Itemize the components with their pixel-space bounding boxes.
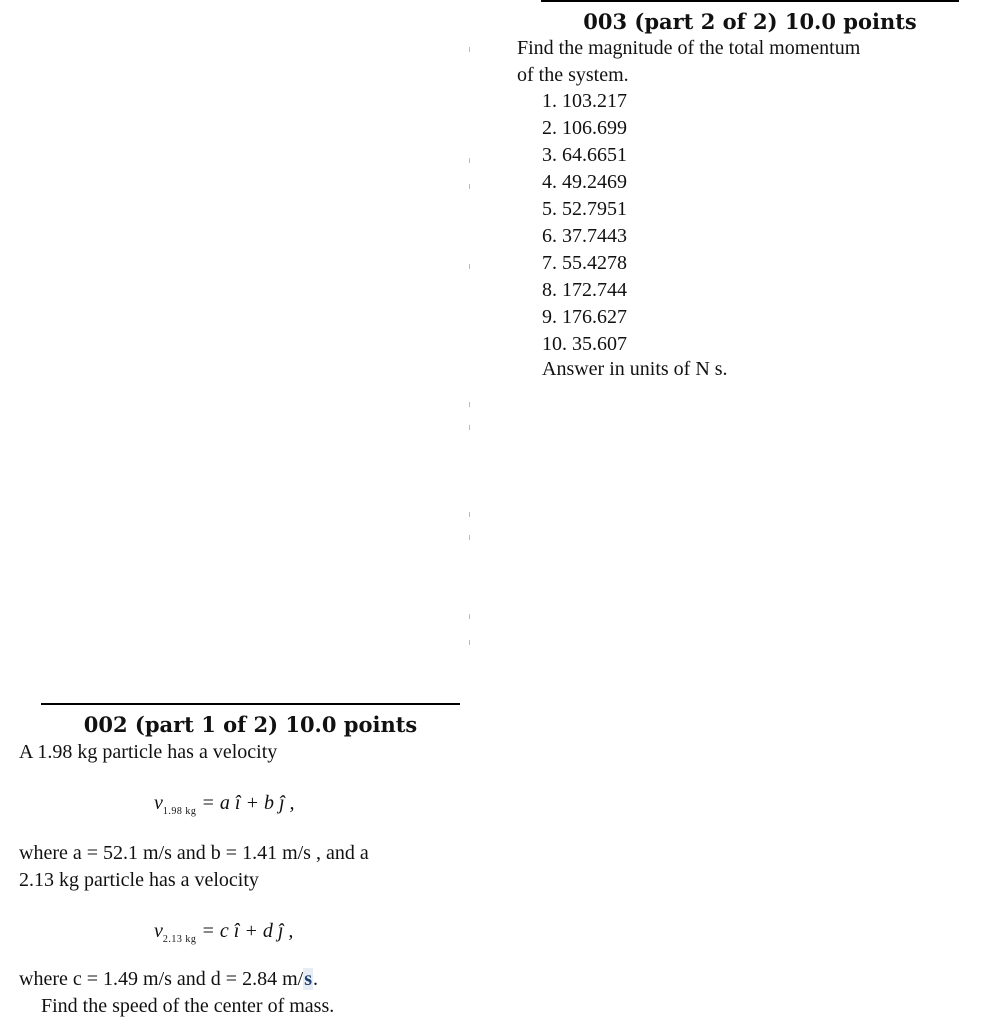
q002-equation-2 — [154, 920, 293, 945]
margin-mark — [469, 425, 470, 430]
answer-option-value: 49.2469 — [562, 171, 627, 193]
answer-option-number: 1. — [542, 90, 557, 112]
q003-answer-units: Answer in units of N s. — [542, 358, 728, 380]
margin-mark — [469, 184, 470, 189]
answer-option-value: 172.744 — [562, 279, 627, 301]
q002-where2-suffix: . — [312, 968, 318, 990]
answer-option — [542, 331, 627, 358]
answer-option-value: 64.6651 — [562, 144, 627, 166]
margin-mark — [469, 264, 470, 269]
answer-option — [542, 115, 627, 142]
answer-option — [542, 88, 627, 115]
q003-heading: 003 (part 2 of 2) 10.0 points — [583, 9, 917, 34]
answer-option — [542, 304, 627, 331]
answer-option — [542, 223, 627, 250]
answer-option — [542, 277, 627, 304]
q002-where1-line1: where a = 52.1 m/s and b = 1.41 m/s , and a — [19, 842, 369, 864]
margin-mark — [469, 535, 470, 540]
margin-mark — [469, 158, 470, 163]
answer-option-value: 106.699 — [562, 117, 627, 139]
answer-option-number: 6. — [542, 225, 557, 247]
answer-option-number: 4. — [542, 171, 557, 193]
q003-prompt-line1: Find the magnitude of the total momentum — [517, 37, 861, 59]
q002-line1: A 1.98 kg particle has a velocity — [19, 741, 278, 763]
q003-top-rule — [541, 0, 959, 2]
margin-mark — [469, 614, 470, 619]
answer-option — [542, 250, 627, 277]
answer-option-number: 2. — [542, 117, 557, 139]
eq1-subscript: 1.98 kg — [162, 806, 197, 817]
answer-option-value: 55.4278 — [562, 252, 627, 274]
answer-option-value: 103.217 — [562, 90, 627, 112]
q002-equation-1 — [154, 792, 295, 817]
q002-where2-text: where c = 1.49 m/s and d = 2.84 m/ — [19, 968, 304, 990]
answer-option-value: 35.607 — [572, 333, 627, 355]
eq2-var: v — [154, 920, 163, 942]
margin-mark — [469, 47, 470, 52]
answer-option-number: 8. — [542, 279, 557, 301]
q002-where2 — [19, 966, 318, 993]
answer-option-number: 5. — [542, 198, 557, 220]
eq2-subscript: 2.13 kg — [162, 934, 197, 945]
margin-mark — [469, 512, 470, 517]
q002-where2-highlight: s — [304, 968, 312, 990]
q002-top-rule — [41, 703, 460, 705]
answer-option-value: 52.7951 — [562, 198, 627, 220]
answer-option-number: 9. — [542, 306, 557, 328]
answer-option-number: 10. — [542, 333, 567, 355]
answer-option-number: 3. — [542, 144, 557, 166]
q003-answer-options — [542, 88, 627, 358]
answer-option — [542, 142, 627, 169]
eq2-rhs: = c î + d ĵ , — [201, 920, 294, 942]
answer-option — [542, 169, 627, 196]
answer-option-value: 37.7443 — [562, 225, 627, 247]
margin-mark — [469, 402, 470, 407]
q002-heading: 002 (part 1 of 2) 10.0 points — [83, 712, 418, 737]
eq1-rhs: = a î + b ĵ , — [201, 792, 295, 814]
answer-option-value: 176.627 — [562, 306, 627, 328]
answer-option-number: 7. — [542, 252, 557, 274]
q002-where1-line2: 2.13 kg particle has a velocity — [19, 869, 259, 891]
answer-option — [542, 196, 627, 223]
eq1-var: v — [154, 792, 163, 814]
q003-prompt-line2: of the system. — [517, 64, 629, 86]
margin-mark — [469, 640, 470, 645]
q002-find: Find the speed of the center of mass. — [41, 995, 335, 1017]
